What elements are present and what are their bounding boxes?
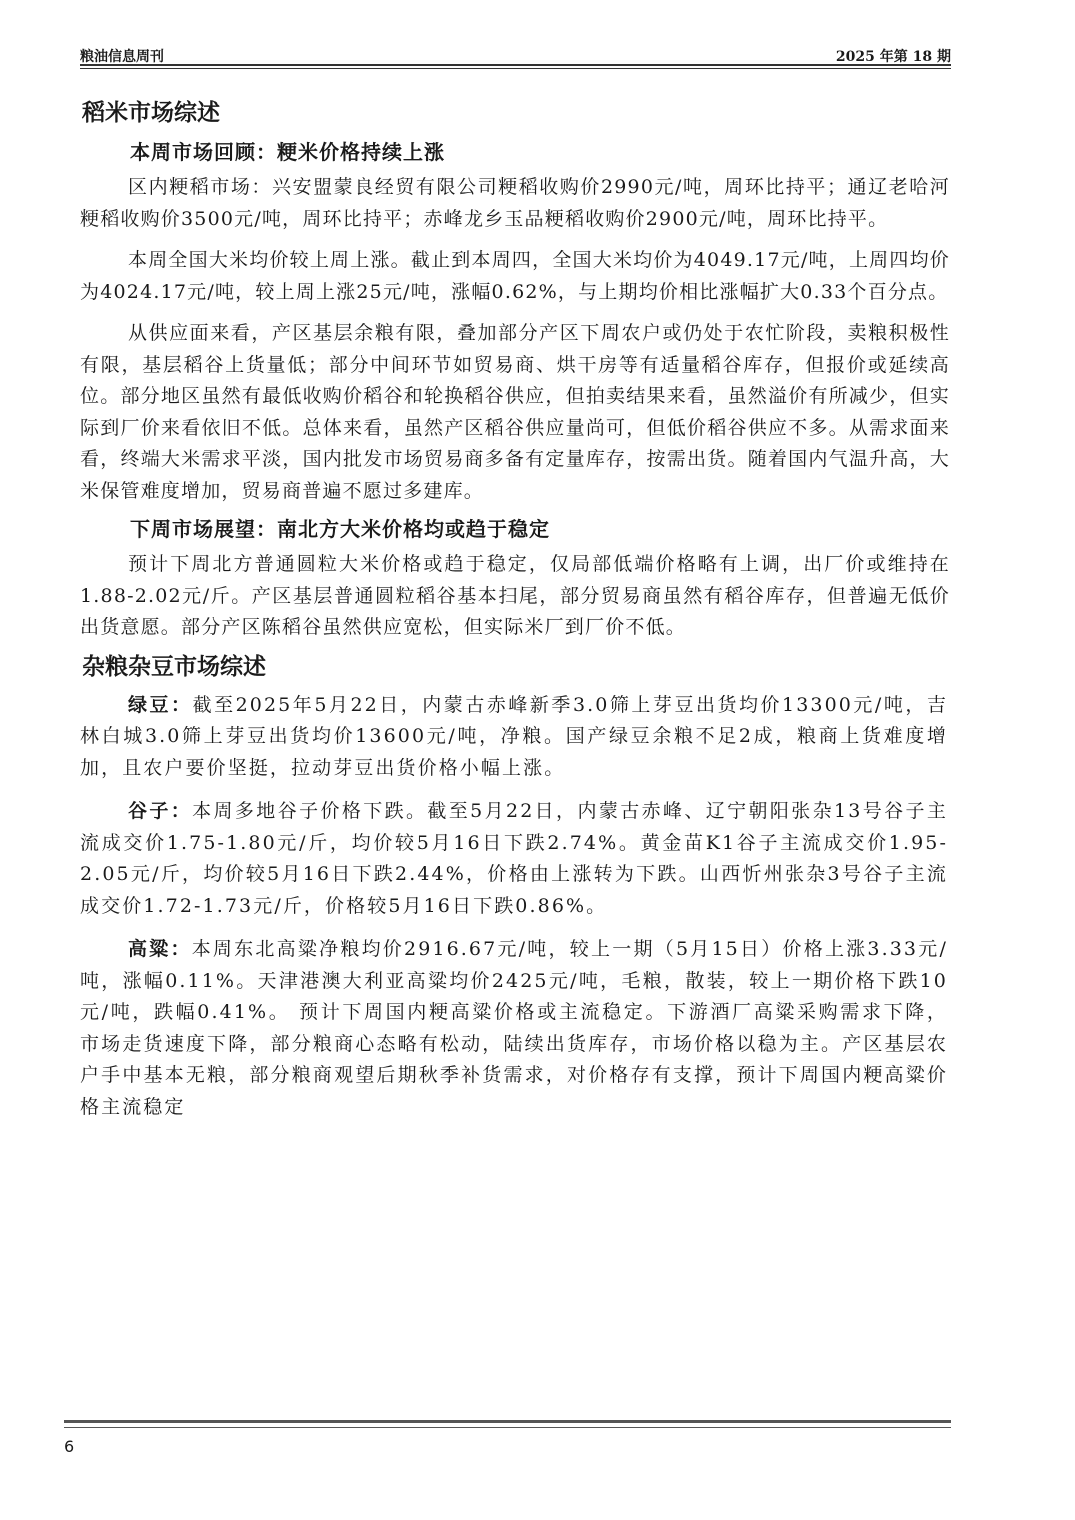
footer-rule-thin xyxy=(64,1427,951,1428)
millet-label: 谷子： xyxy=(128,800,193,822)
rice-review-heading: 本周市场回顾：粳米价格持续上涨 xyxy=(130,140,445,164)
rice-outlook-heading: 下周市场展望：南北方大米价格均或趋于稳定 xyxy=(130,517,550,541)
header-rule xyxy=(80,64,951,66)
millet-text: 本周多地谷子价格下跌。截至5月22日，内蒙古赤峰、辽宁朝阳张杂13号谷子主流成交价1.75-1.80元/斤，均价较5月16日下跌2.74%。黄金苗K1谷子主流成交价1.95-2.05元/斤，均价较5月16日下跌2.44%，价格由上涨转为下跌。山西忻州张杂3号谷子主流成交价1.72-1.73元/斤，价格较5月16日下跌0.86%。 xyxy=(80,800,949,917)
mungbean-text: 截至2025年5月22日，内蒙古赤峰新季3.0筛上芽豆出货均价13300元/吨，吉林白城3.0筛上芽豆出货均价13600元/吨，净粮。国产绿豆余粮不足2成，粮商上货难度增加，且农户要价坚挺，拉动芽豆出货价格小幅上涨。 xyxy=(80,693,948,779)
grains-section-title: 杂粮杂豆市场综述 xyxy=(82,652,266,680)
rice-section-title: 稻米市场综述 xyxy=(82,99,220,126)
mungbean-label: 绿豆： xyxy=(128,693,193,716)
header-rule-thin xyxy=(80,68,951,69)
sorghum-text: 本周东北高粱净粮均价2916.67元/吨，较上一期（5月15日）价格上涨3.33元/吨，涨幅0.11%。天津港澳大利亚高粱均价2425元/吨，毛粮，散装，较上一期价格下跌10元/吨，跌幅0.41%。 预计下周国内粳高粱价格或主流稳定。下游酒厂高粱采购需求下降，市场走货速度下降，部分粮商心态略有松动，陆续出货库存，市场价格以稳为主。产区基层农户手中基本无粮，部分粮商观望后期秋季补货需求，对价格存有支撑，预计下周国内粳高粱价格主流稳定 xyxy=(80,938,948,1118)
publication-title: 粮油信息周刊 xyxy=(80,49,164,65)
page-content xyxy=(80,96,950,1135)
sorghum-paragraph xyxy=(80,934,950,1123)
rice-paragraph-2: 本周全国大米均价较上周上涨。截止到本周四，全国大米均价为4049.17元/吨，上周四均价为4024.17元/吨，较上周上涨25元/吨，涨幅0.62%，与上期均价相比涨幅扩大0.33个百分点。 xyxy=(80,249,950,303)
rice-paragraph-3: 从供应面来看，产区基层余粮有限，叠加部分产区下周农户或仍处于农忙阶段，卖粮积极性有限，基层稻谷上货量低；部分中间环节如贸易商、烘干房等有适量稻谷库存，但报价或延续高位。部分地区虽然有最低收购价稻谷和轮换稻谷供应，但拍卖结果来看，虽然溢价有所减少，但实际到厂价来看依旧不低。总体来看，虽然产区稻谷供应量尚可，但低价稻谷供应不多。从需求面来看，终端大米需求平淡，国内批发市场贸易商多备有定量库存，按需出货。随着国内气温升高，大米保管难度增加，贸易商普遍不愿过多建库。 xyxy=(80,322,950,502)
mungbean-paragraph xyxy=(80,690,950,785)
page-number: 6 xyxy=(64,1437,75,1456)
rice-paragraph-4: 预计下周北方普通圆粒大米价格或趋于稳定，仅局部低端价格略有上调，出厂价或维持在1.88-2.02元/斤。产区基层普通圆粒稻谷基本扫尾，部分贸易商虽然有稻谷库存，但普遍无低价出货意愿。部分产区陈稻谷虽然供应宽松，但实际米厂到厂价不低。 xyxy=(80,553,950,638)
footer-rule xyxy=(64,1420,951,1423)
millet-paragraph xyxy=(80,796,950,922)
rice-paragraph-1: 区内粳稻市场：兴安盟蒙良经贸有限公司粳稻收购价2990元/吨，周环比持平；通辽老哈河粳稻收购价3500元/吨，周环比持平；赤峰龙乡玉品粳稻收购价2900元/吨，周环比持平。 xyxy=(80,176,950,230)
sorghum-label: 高粱： xyxy=(128,938,192,960)
grains-section xyxy=(80,650,950,1124)
rice-section xyxy=(80,96,950,644)
issue-number: 2025 年第 18 期 xyxy=(835,49,951,65)
running-header xyxy=(80,40,951,66)
